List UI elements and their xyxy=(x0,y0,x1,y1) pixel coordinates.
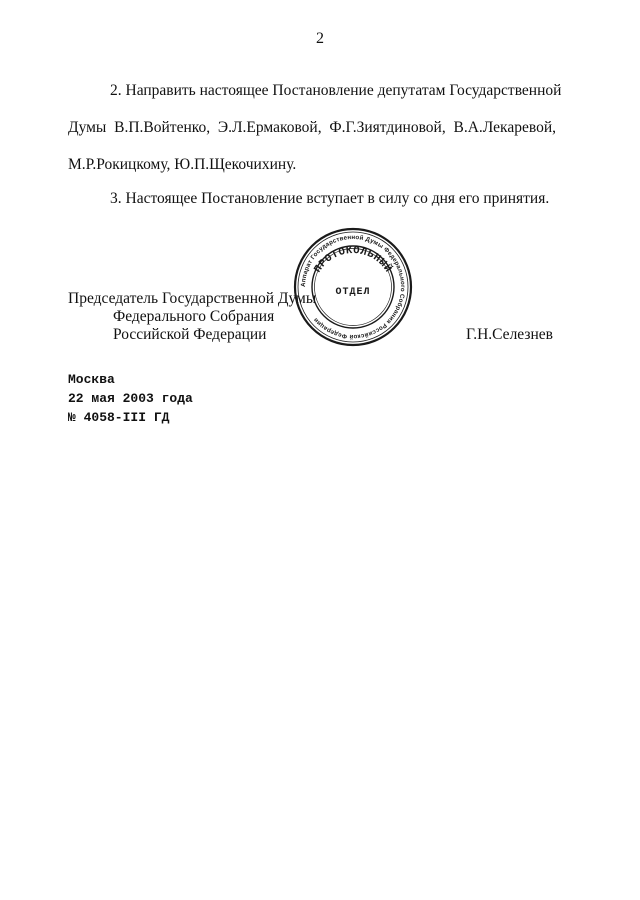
paragraph-3-line-1: 3. Настоящее Постановление вступает в силу со дня его принятия. xyxy=(110,190,550,207)
document-number: № 4058-III ГД xyxy=(68,410,170,425)
paragraph-2-line-1: 2. Направить настоящее Постановление депутатам Государственной xyxy=(110,82,562,99)
stamp-inner-text-bottom: ОТДЕЛ xyxy=(335,287,371,298)
signatory-title-line-1: Председатель Государственной Думы xyxy=(68,290,317,307)
signatory-name: Г.Н.Селезнев xyxy=(466,326,553,343)
stamp-outer-text: Аппарат Государственной Думы Федерального Собрания Российской Федерации xyxy=(299,233,407,341)
place-of-signing: Москва xyxy=(68,372,115,387)
official-seal-stamp xyxy=(292,226,414,348)
stamp-inner-text-top: ПРОТОКОЛЬНЫЙ xyxy=(312,244,394,276)
signatory-title-line-2: Федерального Собрания xyxy=(113,308,275,325)
paragraph-2-line-3: М.Р.Рокицкому, Ю.П.Щекочихину. xyxy=(68,156,297,173)
page-number: 2 xyxy=(316,30,324,47)
signing-date: 22 мая 2003 года xyxy=(68,391,193,406)
signatory-title-line-3: Российской Федерации xyxy=(113,326,267,343)
paragraph-2-line-2: Думы В.П.Войтенко, Э.Л.Ермаковой, Ф.Г.Зиятдиновой, В.А.Лекаревой, xyxy=(68,119,556,136)
